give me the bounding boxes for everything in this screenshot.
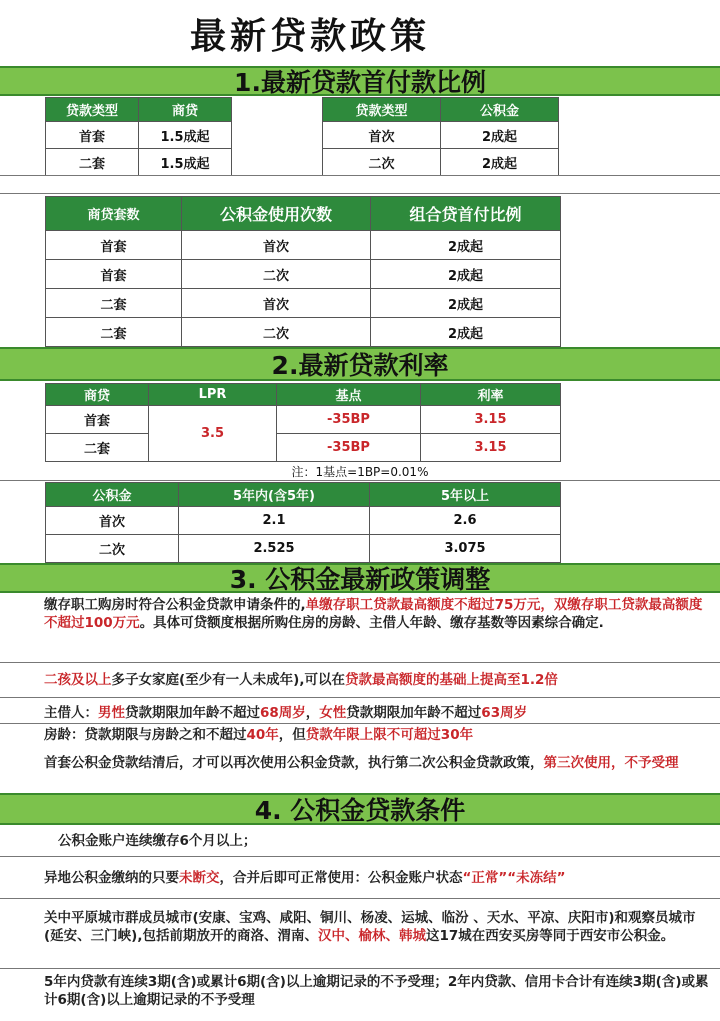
cell: -35BP <box>277 406 421 434</box>
header-cell: 商贷 <box>46 384 149 406</box>
text: ， <box>305 705 320 721</box>
s4-paragraph-1: 公积金账户连续缴存6个月以上； <box>58 833 257 849</box>
highlight: 二孩及以上 <box>44 672 112 688</box>
text: 主借人： <box>44 705 98 721</box>
highlight: 女性 <box>319 705 347 721</box>
cell: 2成起 <box>441 122 559 149</box>
header-cell: 利率 <box>421 384 561 406</box>
cell: 首次 <box>182 289 371 318</box>
text: 异地公积金缴纳的只要 <box>44 870 179 886</box>
cell: 首次 <box>46 507 179 535</box>
s3-paragraph-2 <box>44 671 714 689</box>
s4-paragraph-2 <box>44 869 714 887</box>
page-title: 最新贷款政策 <box>189 15 430 57</box>
s1-table-c <box>45 196 561 347</box>
cell: 首套 <box>46 231 182 260</box>
highlight: 63周岁 <box>481 705 528 721</box>
cell: 2成起 <box>441 149 559 176</box>
header-cell: 5年内(含5年) <box>179 483 370 507</box>
highlight: “正常”“未冻结” <box>462 870 566 886</box>
header-cell: LPR <box>149 384 277 406</box>
text: ，但 <box>278 727 306 743</box>
cell: 首套 <box>46 260 182 289</box>
text: 这17城在西安买房等同于西安市公积金。 <box>425 928 675 944</box>
cell: 2成起 <box>371 318 561 347</box>
lpr-value: 3.5 <box>149 406 277 462</box>
s2-table-b <box>45 482 561 563</box>
cell: 二次 <box>323 149 441 176</box>
cell: 1.5成起 <box>139 122 232 149</box>
cell: 二次 <box>46 535 179 563</box>
cell: 二次 <box>182 318 371 347</box>
text: 。具体可贷额度根据所购住房的房龄、主借人年龄、缴存基数等因素综合确定. <box>139 615 604 631</box>
cell: 二次 <box>182 260 371 289</box>
highlight: 40年 <box>246 727 279 743</box>
s4-paragraph-4: 5年内贷款有连续3期(含)或累计6期(含)以上逾期记录的不予受理；2年内贷款、信用卡合计有连续3期(含)或累计6期(含)以上逾期记录的不予受理 <box>44 974 709 1008</box>
section4-heading: 4. 公积金贷款条件 <box>0 793 720 825</box>
header-cell: 5年以上 <box>370 483 561 507</box>
s3-paragraph-3 <box>44 704 714 722</box>
highlight: 贷款最高额度的基础上提高至1.2倍 <box>344 672 558 688</box>
header-cell: 商贷套数 <box>46 197 182 231</box>
cell: 首次 <box>323 122 441 149</box>
s1-table-b <box>322 97 559 176</box>
cell: 2.6 <box>370 507 561 535</box>
cell: 二套 <box>46 318 182 347</box>
cell: 首次 <box>182 231 371 260</box>
cell: 2成起 <box>371 289 561 318</box>
cell: 1.5成起 <box>139 149 232 176</box>
text: 关中平原城市群成员城市(安康、宝鸡、咸阳、铜川、杨凌、运城、临汾 、天水、平凉、庆阳市)和观察员城市(延安、三门峡),包括前期放开的商洛、渭南、 <box>44 910 696 944</box>
cell: -35BP <box>277 434 421 462</box>
header-cell: 商贷 <box>139 98 232 122</box>
header-cell: 公积金 <box>441 98 559 122</box>
cell: 二套 <box>46 289 182 318</box>
cell: 3.15 <box>421 406 561 434</box>
cell: 二套 <box>46 434 149 462</box>
highlight: 单缴存职工贷款最高额度不超过75万元，双缴存职工贷款最高额度不超过100万元 <box>44 597 703 631</box>
cell: 首套 <box>46 406 149 434</box>
text: 贷款期限加年龄不超过 <box>125 705 260 721</box>
s1-table-a <box>45 97 232 176</box>
text: 贷款期限加年龄不超过 <box>346 705 482 721</box>
highlight: 贷款年限上限不可超过30年 <box>305 727 474 743</box>
text: ，合并后即可正常使用：公积金账户状态 <box>219 870 463 886</box>
header-cell: 贷款类型 <box>323 98 441 122</box>
s3-paragraph-4 <box>44 726 714 744</box>
section3-heading: 3. 公积金最新政策调整 <box>0 563 720 593</box>
cell: 3.075 <box>370 535 561 563</box>
s2-table-a <box>45 383 561 462</box>
text: 首套公积金贷款结清后，才可以再次使用公积金贷款，执行第二次公积金贷款政策， <box>44 755 544 771</box>
header-cell: 基点 <box>277 384 421 406</box>
header-cell: 公积金 <box>46 483 179 507</box>
section2-heading: 2.最新贷款利率 <box>0 347 720 381</box>
text: 缴存职工购房时符合公积金贷款申请条件的, <box>44 597 306 613</box>
cell: 2成起 <box>371 260 561 289</box>
highlight: 汉中、榆林、韩城 <box>317 928 426 944</box>
cell: 首套 <box>46 122 139 149</box>
cell: 二套 <box>46 149 139 176</box>
header-cell: 公积金使用次数 <box>182 197 371 231</box>
highlight: 男性 <box>98 705 125 721</box>
cell: 2成起 <box>371 231 561 260</box>
text: 多子女家庭(至少有一人未成年),可以在 <box>111 672 345 688</box>
section1-heading: 1.最新贷款首付款比例 <box>0 66 720 96</box>
highlight: 68周岁 <box>260 705 306 721</box>
highlight: 未断交 <box>179 870 220 886</box>
bp-note: 注：1基点=1BP=0.01% <box>291 465 429 479</box>
header-cell: 贷款类型 <box>46 98 139 122</box>
text: 房龄：贷款期限与房龄之和不超过 <box>44 727 247 743</box>
cell: 3.15 <box>421 434 561 462</box>
highlight: 第三次使用，不予受理 <box>543 755 679 771</box>
cell: 2.525 <box>179 535 370 563</box>
header-cell: 组合贷首付比例 <box>371 197 561 231</box>
s3-paragraph-1 <box>44 596 714 632</box>
cell: 2.1 <box>179 507 370 535</box>
s3-paragraph-5 <box>44 754 714 772</box>
s4-paragraph-3 <box>44 909 714 945</box>
